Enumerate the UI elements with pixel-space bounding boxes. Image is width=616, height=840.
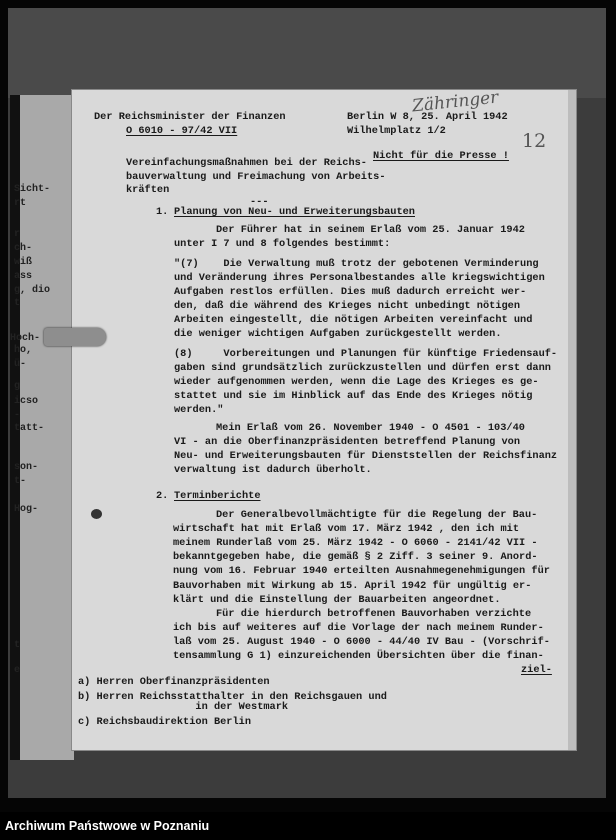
recipient-line: c) Reichsbaudirektion Berlin bbox=[78, 716, 252, 728]
fragment: t bbox=[14, 640, 21, 651]
archive-footer bbox=[0, 812, 616, 840]
sender: Der Reichsminister der Finanzen bbox=[94, 111, 286, 123]
address: Wilhelmplatz 1/2 bbox=[347, 125, 446, 137]
text-line: Für die hierdurch betroffenen Bauvorhaben verzichte bbox=[216, 608, 532, 620]
section-1-number: 1. bbox=[156, 206, 169, 218]
place-date: Berlin W 8, 25. April 1942 bbox=[347, 111, 508, 123]
subject-line: Vereinfachungsmaßnahmen bei der Reichs- bbox=[126, 157, 367, 169]
quote-line: wieder aufgenommen werden, wenn die Lage des Krieges es ge- bbox=[174, 376, 539, 388]
fragment: e bbox=[14, 665, 21, 676]
fragment: t bbox=[14, 298, 21, 309]
text-line: unter I 7 und 8 folgendes bestimmt: bbox=[174, 238, 391, 250]
fragment: ch- bbox=[14, 243, 33, 254]
text-line: Der Führer hat in seinem Erlaß vom 25. Januar 1942 bbox=[216, 224, 525, 236]
subject-line: kräften bbox=[126, 184, 170, 196]
section-2-number: 2. bbox=[156, 490, 169, 502]
quote-line: werden." bbox=[174, 404, 224, 416]
fragment: ü- bbox=[14, 359, 27, 370]
text-line: klärt und die Einstellung der Bauarbeiten angeordnet. bbox=[173, 594, 501, 606]
text-line: nung vom 16. Februar 1940 erteilten Ausnahmegenehmigungen für bbox=[173, 565, 550, 577]
text-line: Bauvorhaben mit Wirkung ab 15. April 1942 für ungültig er- bbox=[173, 580, 532, 592]
fragment: t- bbox=[14, 476, 27, 487]
text-line: ich bis auf weiteres auf die Vorlage der nach meinem Runder- bbox=[173, 622, 544, 634]
paper-clip bbox=[44, 328, 106, 346]
text-line: Der Generalbevollmächtigte für die Regelung der Bau- bbox=[216, 509, 538, 521]
quote-line: den, daß die während des Krieges nicht unbedingt nötigen bbox=[174, 300, 521, 312]
press-note: Nicht für die Presse ! bbox=[373, 150, 509, 162]
section-1-heading: Planung von Neu- und Erweiterungsbauten bbox=[174, 206, 415, 218]
continuation-word: ziel- bbox=[521, 664, 552, 676]
fragment: Hoch- bbox=[10, 333, 41, 344]
quote-line: Arbeiten eingestellt, die nötigen Arbeiten vereinfacht und bbox=[174, 314, 533, 326]
text-line: VI - an die Oberfinanzpräsidenten betreffend Planung von bbox=[174, 436, 521, 448]
scan-frame-top bbox=[8, 8, 606, 98]
separator: --- bbox=[250, 196, 269, 208]
fragment: g, dio bbox=[14, 285, 51, 296]
punch-hole bbox=[91, 509, 102, 519]
fragment: - bbox=[14, 410, 21, 421]
quote-line: stattet und sie im Hinblick auf das Ende des Krieges nötig bbox=[174, 390, 533, 402]
fragment: ho, bbox=[14, 345, 33, 356]
text-line: verwaltung ist dadurch überholt. bbox=[174, 464, 372, 476]
fragment: rt bbox=[14, 198, 27, 209]
recipient-line: b) Herren Reichsstatthalter in den Reichsgauen und bbox=[78, 691, 387, 703]
text-line: wirtschaft hat mit Erlaß vom 17. März 1942 , den ich mit bbox=[173, 523, 520, 535]
fragment: wiß bbox=[14, 257, 33, 268]
reference-number: O 6010 - 97/42 VII bbox=[126, 125, 238, 137]
fragment: g bbox=[14, 381, 21, 392]
fragment: icso bbox=[14, 396, 39, 407]
text-line: tensammlung G 1) einzureichenden Übersichten über die finan- bbox=[173, 650, 544, 662]
handwritten-page-number: 12 bbox=[522, 130, 547, 152]
section-2-heading: Terminberichte bbox=[174, 490, 261, 502]
archive-name: Archiwum Państwowe w Poznaniu bbox=[5, 819, 210, 833]
fragment: tatt- bbox=[14, 423, 45, 434]
text-line: bekanntgegeben habe, die gemäß § 2 Ziff. 3 seiner 9. Anord- bbox=[173, 551, 538, 563]
text-line: Neu- und Erweiterungsbauten für Dienststellen der Reichsfinanz bbox=[174, 450, 558, 462]
quote-line: die weniger wichtigen Aufgaben zurückgestellt werden. bbox=[174, 328, 502, 340]
handwritten-name: Zähringer bbox=[411, 87, 500, 117]
quote-line: gaben sind grundsätzlich zurückzustellen und dürfen erst dann bbox=[174, 362, 551, 374]
fragment: Sicht- bbox=[14, 184, 51, 195]
subject-line: bauverwaltung und Freimachung von Arbeits- bbox=[126, 171, 386, 183]
letter-page-edge bbox=[568, 90, 576, 750]
fragment: son- bbox=[14, 462, 39, 473]
text-line: Mein Erlaß vom 26. November 1940 - O 4501 - 103/40 bbox=[216, 422, 525, 434]
quote-line: "(7) Die Verwaltung muß trotz der gebotenen Verminderung bbox=[174, 258, 539, 270]
quote-line: Aufgaben restlos erfüllen. Dies muß dadurch erreicht wer- bbox=[174, 286, 527, 298]
quote-line: und Veränderung ihres Personalbestandes alle kriegswichtigen bbox=[174, 272, 545, 284]
recipient-line: a) Herren Oberfinanzpräsidenten bbox=[78, 676, 270, 688]
fragment: r bbox=[14, 229, 21, 240]
fragment: Hog- bbox=[14, 504, 39, 515]
fragment: ass bbox=[14, 271, 33, 282]
text-line: laß vom 25. August 1940 - O 6000 - 44/40 IV Bau - (Vorschrif- bbox=[173, 636, 550, 648]
text-line: meinem Runderlaß vom 25. März 1942 - O 6060 - 2141/42 VII - bbox=[173, 537, 538, 549]
quote-line: (8) Vorbereitungen und Planungen für künftige Friedensauf- bbox=[174, 348, 558, 360]
recipient-line: in der Westmark bbox=[78, 701, 289, 713]
